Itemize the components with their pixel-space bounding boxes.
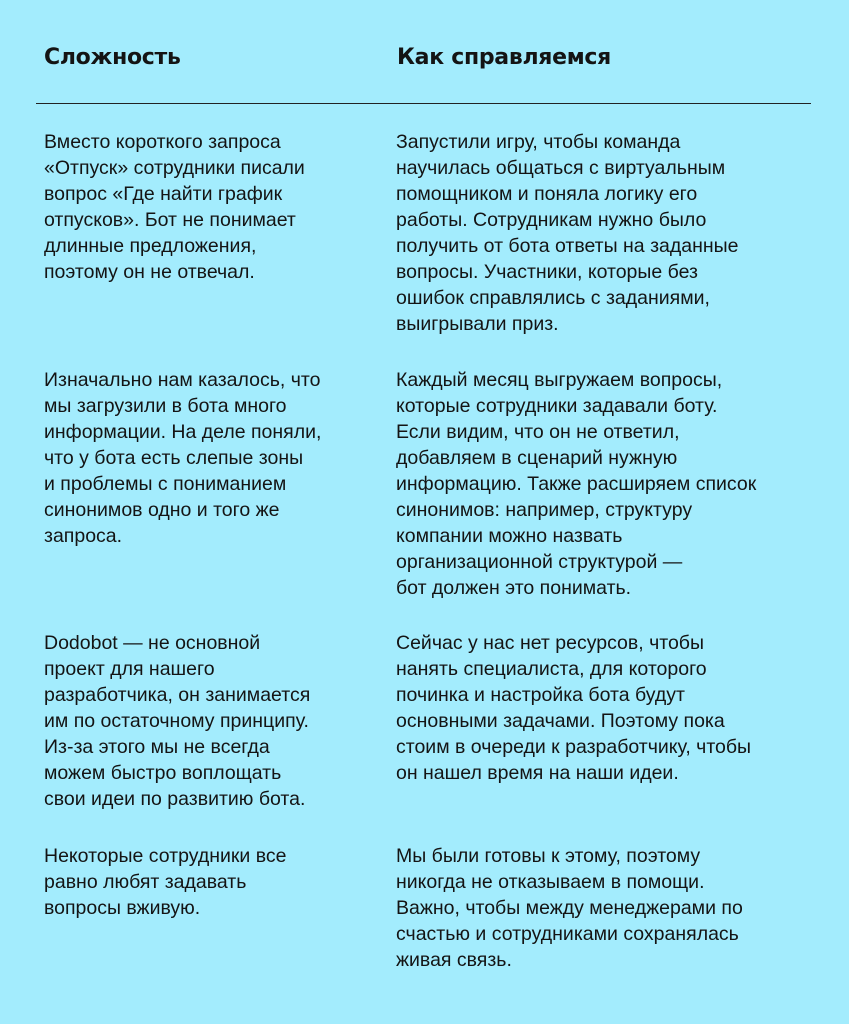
column-title-solution: Как справляемся (397, 45, 611, 70)
problem-text: Изначально нам казалось, что мы загрузили в бота много информации. На деле поняли, что у бота есть слепые зоны и проблемы с пониманием синонимов одно и того же запроса. (44, 369, 322, 547)
column-title-difficulty: Сложность (44, 45, 181, 70)
problem-text: Dodobot — не основной проект для нашего разработчика, он занимается им по остаточному принципу. Из-за этого мы не всегда можем быстро воплощать свои идеи по развитию бота. (44, 632, 311, 810)
header-divider (36, 103, 811, 104)
table-header (0, 42, 849, 82)
problem-text: Вместо короткого запроса «Отпуск» сотрудники писали вопрос «Где найти график отпусков». Бот не понимает длинные предложения, поэтому он не отвечал. (44, 131, 305, 283)
solution-text: Мы были готовы к этому, поэтому никогда не отказываем в помощи. Важно, чтобы между менеджерами по счастью и сотрудниками сохранялась живая связь. (396, 845, 743, 971)
solution-text: Сейчас у нас нет ресурсов, чтобы нанять специалиста, для которого починка и настройка бота будут основными задачами. Поэтому пока стоим в очереди к разработчику, чтобы он нашел время на наши идеи. (396, 632, 752, 784)
problem-text: Некоторые сотрудники все равно любят задавать вопросы вживую. (44, 845, 287, 919)
solution-text: Каждый месяц выгружаем вопросы, которые сотрудники задавали боту. Если видим, что он не ответил, добавляем в сценарий нужную информацию. Также расширяем список синонимов: например, структуру компании можно назвать организационной структурой — бот должен это понимать. (396, 369, 757, 599)
solution-text: Запустили игру, чтобы команда научилась общаться с виртуальным помощником и поняла логику его работы. Сотрудникам нужно было получить от бота ответы на заданные вопросы. Участники, которые без ошибок справлялись с заданиями, выигрывали приз. (396, 131, 739, 335)
